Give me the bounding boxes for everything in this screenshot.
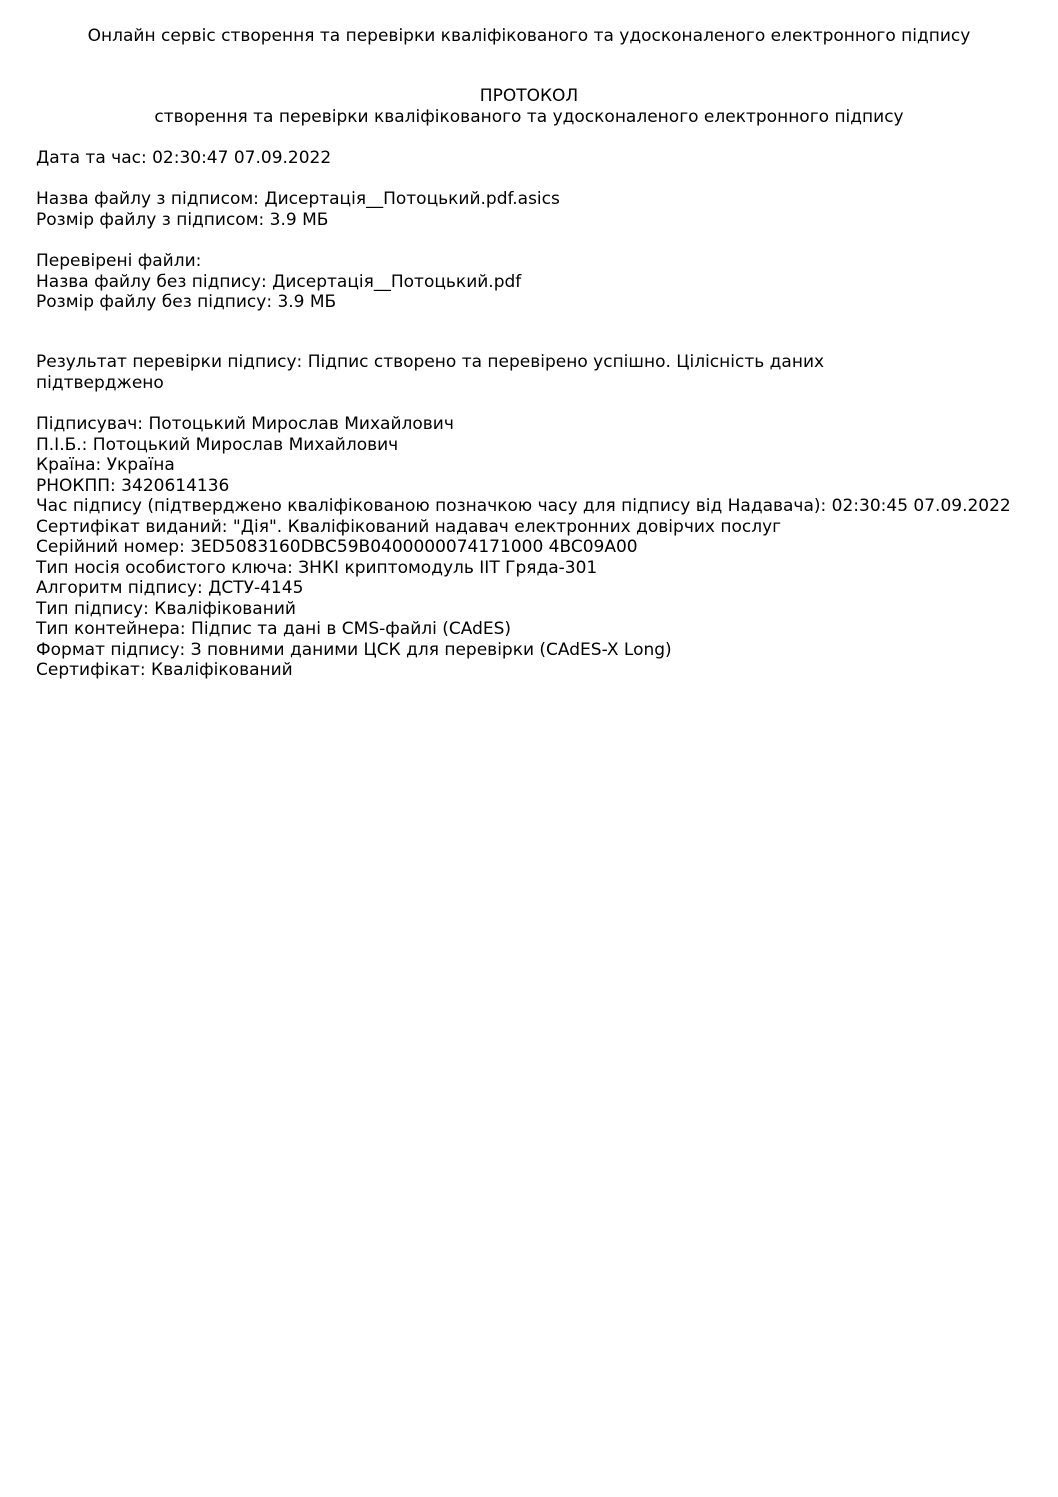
sign-type-line: Тип підпису: Кваліфікований [36,598,296,619]
datetime-block [36,148,1016,169]
checked-files-heading: Перевірені файли: [36,251,202,271]
protocol-heading: ПРОТОКОЛ [479,86,579,106]
signed-file-name: Назва файлу з підписом: Дисертація__Потоцький.pdf.asics [36,189,560,209]
sign-time-line: Час підпису (підтверджено кваліфікованою позначкою часу для підпису від Надавача): 02:30:45 07.09.2022 [36,496,1011,516]
datetime-line: Дата та час: 02:30:47 07.09.2022 [36,148,332,168]
full-name-line: П.І.Б.: Потоцький Мирослав Михайлович [36,434,399,455]
certificate-line: Сертифікат: Кваліфікований [36,660,293,680]
result-block [36,352,936,393]
verification-result: Результат перевірки підпису: Підпис створено та перевірено успішно. Цілісність даних підтверджено [36,352,825,393]
key-media-line: Тип носія особистого ключа: ЗНКІ криптомодуль ІІТ Гряда-301 [36,557,598,578]
protocol-subtitle: створення та перевірки кваліфікованого та удосконаленого електронного підпису [154,107,904,127]
signed-file-size: Розмір файлу з підписом: 3.9 МБ [36,209,329,230]
serial-number-line: Серійний номер: 3ED5083160DBC59B0400000074171000 4BC09A00 [36,537,638,557]
checked-files-block [36,251,1016,313]
algorithm-line: Алгоритм підпису: ДСТУ-4145 [36,578,304,598]
container-type-line: Тип контейнера: Підпис та дані в CMS-файлі (CAdES) [36,619,512,639]
issuer-line: Сертифікат виданий: "Дія". Кваліфікований надавач електронних довірчих послуг [36,516,782,537]
checked-file-size: Розмір файлу без підпису: 3.9 МБ [36,292,337,312]
signer-line: Підписувач: Потоцький Мирослав Михайлович [36,414,454,434]
signed-file-block [36,189,1016,230]
checked-file-name: Назва файлу без підпису: Дисертація__Потоцький.pdf [36,271,522,292]
signer-block [36,414,1021,681]
tax-id-line: РНОКПП: 3420614136 [36,475,230,496]
sign-format-line: Формат підпису: З повними даними ЦСК для перевірки (CAdES-X Long) [36,639,672,660]
service-title: Онлайн сервіс створення та перевірки кваліфікованого та удосконаленого електронного підпису [87,26,971,46]
country-line: Країна: Україна [36,455,175,475]
